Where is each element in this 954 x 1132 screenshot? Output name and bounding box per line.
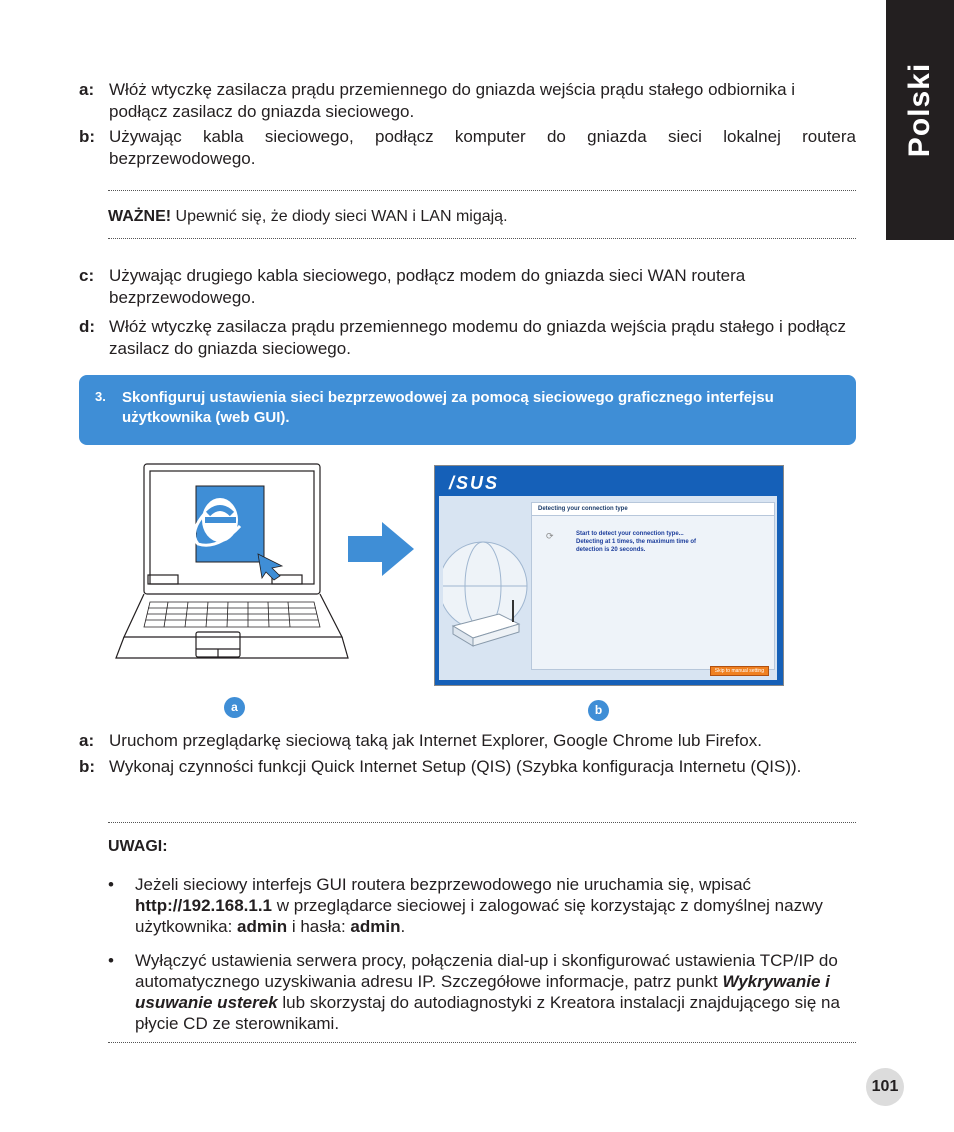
content-area [439,496,777,680]
item-text: Używając kabla sieciowego, podłącz komputer do gniazda sieci lokalnej routera bezprzewodowego. [109,127,856,168]
important-text: Upewnić się, że diody sieci WAN i LAN migają. [171,208,508,225]
text-span: w przeglądarce sieciowej i zalogować się korzystając z domyślnej nazwy użytkownika: [135,896,823,936]
step-title: Skonfiguruj ustawienia sieci bezprzewodowej za pomocą sieciowego graficznego interfejsu użytkownika (web GUI). [122,389,774,426]
divider [108,822,856,823]
item-label: b: [79,127,96,146]
bullet-dot: • [108,951,114,970]
divider [108,190,856,191]
language-tab [886,0,954,240]
text-span: lub skorzystaj do autodiagnostyki z Kreatora instalacji znajdującego się na płycie CD ze sterownikami. [135,993,840,1033]
router-url: http://192.168.1.1 [135,896,273,915]
step-item-c [79,265,856,309]
panel-title: Detecting your connection type [532,503,774,516]
skip-manual-button[interactable]: Skip to manual setting [710,666,769,676]
step-item-d [79,316,856,360]
badge-a: a [224,697,245,718]
detect-panel [531,502,775,670]
arrow-right-icon [346,520,416,578]
step-item-b [79,126,856,170]
text-span: Wyłączyć ustawienia serwera procy, połączenia dial-up i skonfigurować ustawienia TCP/IP do automatycznego uzyskiwania adresu IP. Szczegółowe informacje, patrz punkt [135,951,838,991]
important-note [108,206,508,228]
web-gui-screenshot [434,465,784,686]
cursor-arrow-icon [258,554,282,580]
divider [108,1042,856,1043]
note-bullet [108,950,856,1034]
globe-router-icon [443,516,529,672]
step-item-a [79,79,856,123]
default-username: admin [237,917,288,936]
message-line: detection is 20 seconds. [576,547,646,553]
bullet-text [135,950,856,1034]
step-item-b [79,756,856,778]
loading-icon: ⟳ [546,531,554,541]
text-span: i hasła: [287,917,351,936]
notes-title: UWAGI: [108,838,168,855]
troubleshooting-ref: Wykrywanie i usuwanie usterek [135,972,830,1012]
text-span: . [400,917,406,936]
item-text: Uruchom przeglądarkę sieciową taką jak Internet Explorer, Google Chrome lub Firefox. [109,731,762,750]
item-text: Włóż wtyczkę zasilacza prądu przemiennego modemu do gniazda wejścia prądu stałego i podłącz zasilacz do gniazda sieciowego. [109,317,847,358]
bullet-text [135,874,856,937]
item-text: Włóż wtyczkę zasilacza prądu przemiennego do gniazda wejścia prądu stałego odbiornika i podłącz zasilacz do gniazda sieciowego. [109,80,796,121]
page-number: 101 [866,1068,904,1106]
laptop-illustration [108,462,358,672]
badge-b: b [588,700,609,721]
step-number: 3. [95,389,106,404]
asus-logo: /SUS [449,473,500,493]
important-label: WAŻNE! [108,208,172,225]
step3-banner [79,375,856,445]
bullet-dot: • [108,875,114,894]
browser-icon [194,486,264,562]
step-item-a [79,730,856,752]
message-line: Detecting at 1 times, the maximum time of [576,539,697,545]
item-label: a: [79,80,95,99]
item-text: Wykonaj czynności funkcji Quick Internet Setup (QIS) (Szybka konfiguracja Internetu (QIS)). [109,757,802,776]
message-line: Start to detect your connection type... [576,531,684,537]
text-span: Jeżeli sieciowy interfejs GUI routera bezprzewodowego nie uruchamia się, wpisać [135,875,752,894]
language-label: Polski [903,62,936,158]
default-password: admin [350,917,401,936]
detect-message [576,530,696,554]
item-label: c: [79,266,95,285]
item-label: a: [79,731,95,750]
note-bullet [108,874,856,937]
divider [108,238,856,239]
item-text: Używając drugiego kabla sieciowego, podłącz modem do gniazda sieci WAN routera bezprzewodowego. [109,266,746,307]
item-label: b: [79,757,96,776]
item-label: d: [79,317,96,336]
